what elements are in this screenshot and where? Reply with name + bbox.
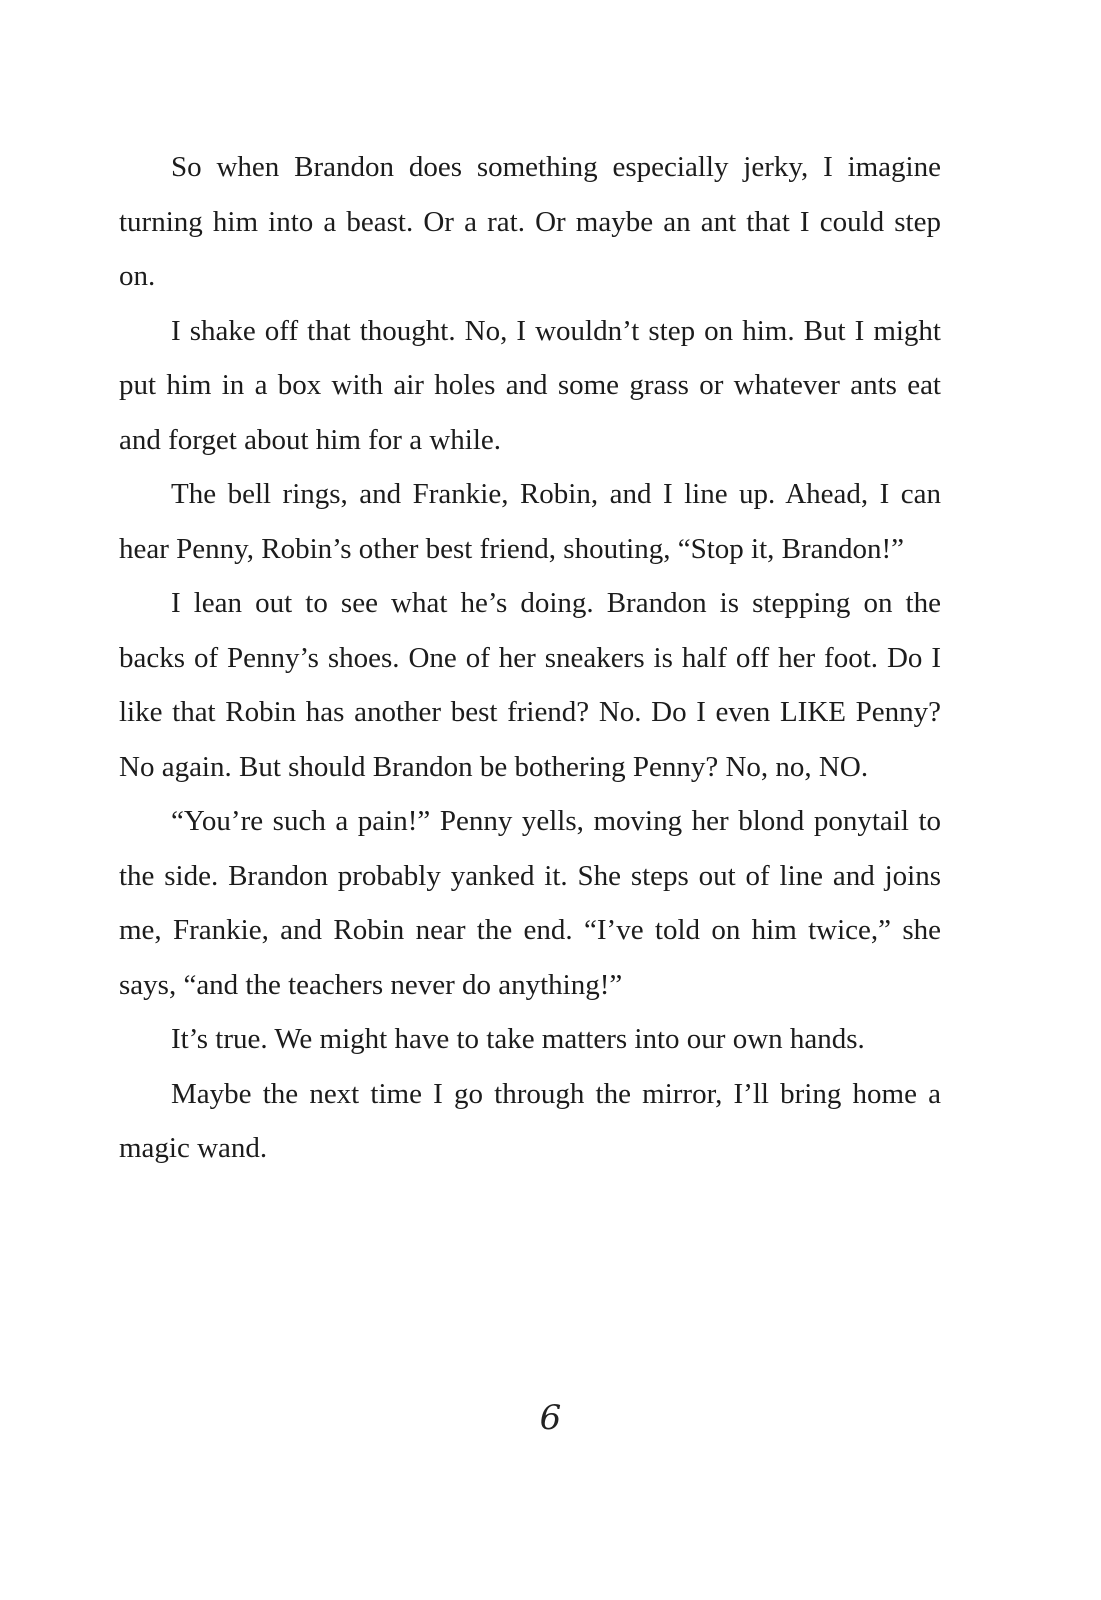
body-text (119, 140, 941, 1176)
paragraph-2: I shake off that thought. No, I wouldn’t step on him. But I might put him in a box with air holes and some grass or whatever ants eat and forget about him for a while. (119, 314, 941, 456)
page-number: 6 (539, 1398, 562, 1438)
paragraph-4: I lean out to see what he’s doing. Brandon is stepping on the backs of Penny’s shoes. One of her sneakers is half off her foot. Do I like that Robin has another best friend? No. Do I even LIKE Penny? No again. But should Brandon be bothering Penny? No, no, NO. (119, 587, 941, 783)
paragraph-1: So when Brandon does something especially jerky, I imagine turning him into a beast. Or a rat. Or maybe an ant that I could step on. (119, 151, 941, 292)
paragraph-3: The bell rings, and Frankie, Robin, and I line up. Ahead, I can hear Penny, Robin’s other best friend, shouting, “Stop it, Brandon!” (119, 478, 941, 565)
paragraph-6: It’s true. We might have to take matters into our own hands. (171, 1023, 865, 1055)
paragraph-5: “You’re such a pain!” Penny yells, moving her blond ponytail to the side. Brandon probably yanked it. She steps out of line and joins me, Frankie, and Robin near the end. “I’ve told on him twice,” she says, “and the teachers never do anything!” (119, 805, 941, 1001)
paragraph-7: Maybe the next time I go through the mirror, I’ll bring home a magic wand. (119, 1077, 941, 1164)
